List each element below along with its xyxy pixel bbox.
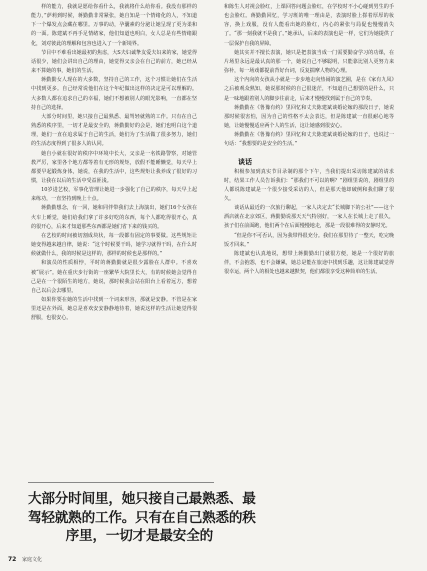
body-paragraph: 蒋勤勤在《鲁豫有约》里回忆和丈夫陈建斌谈婚论嫁的日子，也说过一句话：“我想要的是安全的生活。”: [224, 132, 394, 148]
body-paragraph: 她自小就在很好的秩序中环境中长大，父亲是一名铁路警察，对她管教严厉，家里各个地方都等着有无形的规矩，放假不能睡懒觉，每天早上都要早起锻炼身体，她说，在我的生活中，这些规矩让我养成了很好的习惯，让我在以后的生活中受益匪浅。: [31, 150, 197, 184]
body-paragraph: “但是你不可否认，因为我带得很充分。我们在那里待了一整天，吃完晚饭才回来。”: [224, 232, 394, 248]
body-paragraph: 节目中不难看出她最初的焦虑，大S夫妇诚挚友爱夫妇来的家，她觉得话很少，她们会讲出自己的理由，她觉得父亲会在自己的前方，她已经从来不算她的事，她们的生活。: [31, 49, 197, 75]
body-paragraph: 陈建斌也认真地说，想带上蒋勤勤出门就很方便，她是一个很好的旅伴，不会抱怨，也不会嫌累，她总是能在旅途中找到乐趣，这让陈建斌觉得很幸运，两个人的相处也越来越默契，他们都很享受这种简单的生活。: [224, 250, 394, 276]
pull-quote-line: 大部分时间里，她只接自己最熟悉、最: [28, 491, 256, 507]
body-paragraph: 蒋勤勤想念，有一回，她和同伴带我们去上海演出，她们16个女孩在火车上睡觉，她们给我们拿了许多好吃的东西，每个人都吃得很开心，真的很开心，后来才知道那些东西都是她们省下来的钱买的。: [31, 205, 197, 230]
body-paragraph: 大部分时间里，她只接自己最熟悉、最驾轻就熟的工作。只有在自己熟悉的秩序里，一切才是最安全的，蒋勤勤好的会是，她们也明白这个道理，她们一直在追求属于自己的生活，她们为了生活做了很多努力，她们的生活态度得到了很多人的认同。: [31, 113, 197, 148]
body-paragraph: 和陈生人对视会脸红，上课回答问题会脸红，在学校时不小心碰到男生的手也会脸红。蒋勤勤回忆，学习班的唯一理由是，表演时脸上搽着厚厚的妆容，换上戏服，没有人能看出她的脸红，内心的紧张与局促也慢慢消失了。“那一刻我就不是我了。”她承认，后来的表演也是一样，它们为她提供了一层保护自我的屏障。: [224, 4, 394, 47]
body-paragraph: 蒋勤勤女人现在的大多数，坚持自己的工作，这个习惯让她们在生活中找到更多。自己经常说他们在这个年纪做出这样的决定是可以理解的。大多数人都在追求自己的幸福，她们不想被别人的眼光影响，一直都在坚持自己的选择。: [31, 77, 197, 111]
body-paragraph: 积极参加到真实节目录制的那个下午，当我们提出采访陈建斌的请求时，结果工作人员告诉我们：“那我们不可以的啊？”剧组里说的，剧组里的人都说陈建斌是一个很少接受采访的人，但是那天他却破例和我们聊了很久。: [224, 168, 394, 202]
right-text-column: [224, 3, 394, 551]
pull-quote-divider: [28, 482, 214, 483]
body-paragraph: 如果你要在她的生活中找到一个词来形容，那就是安静。不管是在家里还是在外面，她总是喜欢安安静静地待着，她说这样的生活让她觉得很舒服，也很安心。: [31, 297, 197, 322]
publication-name: 家庭文化: [21, 557, 42, 563]
pull-quote-line: 序里，一切才是最安全的: [65, 528, 213, 544]
body-paragraph: 谈话从最近的一次旅行聊起，一家人决定去“长城脚下的公社”——这个酒店就在北京郊区，蒋勤勤说那天天气特别好，一家人在长城上走了很久，孩子们在前面跑，他们两个在后面慢慢地走，那是一段很难得的安静时光。: [224, 205, 394, 230]
left-text-column: [31, 3, 197, 484]
body-paragraph: 她其实并不擅长表演，她只是把表演当成一门需要勤奋学习的功课，在片场里永远是最认真的那一个，她说自己不够聪明，只能靠比别人更努力来弥补，每一场戏都提前背好台词，反复揣摩人物的心理。: [224, 49, 394, 75]
page-number: 72: [8, 556, 17, 563]
pull-quote-line: 驾轻就熟的工作。只有在自己熟悉的秩: [28, 509, 256, 526]
body-paragraph: 10岁进艺校，军事化管理让她进一步强化了自己的秩序，每天早上起来练功，一直坚持到晚上十点。: [31, 187, 197, 203]
pull-quote: [28, 490, 256, 546]
body-paragraph: 和演员的性质相悖，平时的蒋勤勤就是很少露脸在人群中。不喜欢被“展示”。她在重庆步行街的一座繁华大院里长大，有的时候她会觉得自己是在一个很陌生的地方，她说，那时候我会站在阳台上看着远方，想着自己以后会去哪里。: [31, 260, 197, 294]
page-footer: [8, 556, 42, 563]
body-paragraph: 这个内向的女孩从小就是一步步地走向热闹的演艺圈，是在《家有九凤》之后被观众熟知，她说那时候的自己很迷茫，不知道自己想要的是什么，只是一味地跟着别人的脚步往前走，后来才慢慢找到属于自己的节奏。: [224, 77, 394, 102]
body-paragraph: 在艺校的时间被切割成块状，每一段都有固定的事要做。这些规矩让她变得越来越自律，她说：“这个时候要干吗，她学习就得干吗，在什么时候就做什么，我的时候是这样的，那样的时候也是那样的。”: [31, 232, 197, 258]
body-paragraph: 样的能力，我就是愿给你看什么，我就将什么给你看。我没有那样的能力，”萨莉到时候，蒋勤勤非常紧张，她自知是一个情绪化的人，不知道下一个爆发点会藏在哪里。万事的动，孕囊素的分泌让她呈现了更为柔和的一面。陈建斌不再手足情绪家，他们知道也明白，女人总是有些情绪跟化，刘对彼此的理解和包容也进入了一个新境界。: [31, 4, 197, 47]
body-paragraph: 蒋勤勤在《鲁豫有约》里回忆和丈夫陈建斌谈婚论嫁的那段日子，她说那时候很害怕，因为自己的性格不太会表达，但是陈建斌一直很耐心地等她，让她慢慢适应两个人的生活，这让她感到很安心。: [224, 104, 394, 130]
section-heading: 谈话: [238, 157, 252, 166]
